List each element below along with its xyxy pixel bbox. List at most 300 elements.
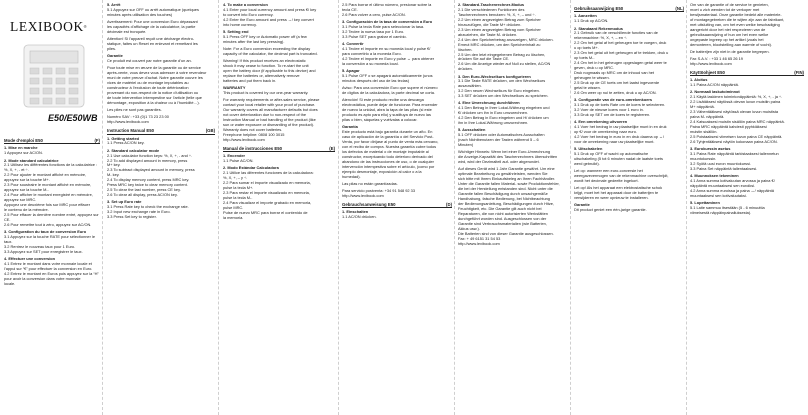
fold-line — [454, 0, 455, 415]
text-line: wird, wird der Dezimalteil auf- oder abgerundet. — [458, 159, 540, 165]
text-line: 5.1 Pulse OFF o se apagará automáticamente (unos — [342, 72, 433, 78]
section-heading: 4. Convertir — [342, 41, 364, 47]
text-line: http://www.lexibook.com — [458, 240, 500, 246]
text-line: constructor, exceptuando todo deterioro derivado del — [342, 153, 433, 159]
text-line: 3.3 Paina Set näppäintä tallentaaksesi. — [690, 165, 758, 171]
text-line: muuntaaksesi sen kotivaluutaksi. — [690, 192, 747, 198]
text-line: con el recibo de compra. Nuestra garantía cubre todos — [342, 143, 437, 149]
text-block — [458, 3, 568, 247]
section-heading: 5. Uitschakelen — [574, 145, 603, 151]
text-line: 2.5 To clear the last number, press CE key. — [107, 187, 181, 193]
text-line: sich bitte mit Ihrem Einkaufsbeleg an Ihren Fachhändler. — [458, 176, 556, 182]
text-line: Wichtiger Hinweis: Wenn bei einer Euro-Umrechnung — [458, 149, 551, 155]
text-line: met uitsluiting van, om het even welke beschadiging — [690, 21, 780, 27]
text-line: Let op: wanneer een euro-conversie het — [574, 167, 643, 173]
text-line: 3.1 Druk op de toets Rate om de koers te selecteren. — [574, 101, 666, 107]
text-line: Unter die Garantie fallen Material- sowie Produktionsfehler, — [458, 181, 560, 187]
text-line: die bei der Herstellung entstanden sind. Nicht unter die — [458, 186, 553, 192]
section-heading: 5. Setting end — [223, 28, 249, 34]
text-line: näppäintä muuntaaksesi sen euroiksi. — [690, 182, 756, 188]
section-heading: Garantie — [107, 53, 123, 59]
section-heading: WARRANTY — [223, 85, 246, 91]
text-line: werd gebruikt). — [574, 160, 600, 166]
text-line: This product is covered by our one-year warranty. — [223, 90, 309, 95]
text-line: 2.1 Use calculator function keys: %, X, +, - and ÷. — [107, 152, 193, 158]
text-line: viimeisestä näppäinpainalluksesta). — [690, 209, 752, 215]
text-line: Om van de garantie of de service te genieten, — [690, 3, 769, 7]
section-title: Gebruiksaanwijzing E50 — [574, 6, 624, 11]
text-block — [223, 3, 335, 143]
section-heading: 3. Eurokurssin asetus — [690, 145, 731, 151]
text-line: 2.5 Druk op de CE toets om het laatst ingevoerde — [574, 79, 660, 85]
text-line: M- key. — [107, 172, 120, 178]
section-heading: 1. Encender — [223, 153, 246, 159]
text-line: 5.1 Laite sammuu itsestään (5 - 6 minuuttia — [690, 204, 765, 210]
text-line: drücken. — [458, 66, 473, 72]
text-line: De batterijen zijn niet in de garantie begrepen. — [690, 48, 770, 54]
text-line: provenant du non-respect de la notice d’utilisation ou — [107, 90, 199, 95]
text-line: pilas o bien, sáquelas y vuélvalas a colocar. — [342, 116, 418, 122]
text-line: 3.3 Pulse SET para grabar el cambio. — [342, 33, 407, 39]
text-line: gebruiksaanwijzing of hun om het even welke — [690, 31, 769, 37]
text-line: auszuwählen. — [458, 83, 482, 89]
section-heading: 2. Standard calculator mode — [107, 147, 160, 153]
text-line: Fax S.A.V. : +33 1 46 65 26 19 — [690, 55, 743, 61]
model-name: E50/E50WB — [48, 113, 98, 123]
text-line: pulse la tecla M+. — [223, 185, 254, 191]
language-tag: (F) — [94, 138, 100, 143]
text-line: 2.2 To add displayed amount in memory, press — [107, 157, 188, 163]
section-bar-spanish — [223, 146, 335, 152]
brand-logo — [10, 19, 88, 34]
column-spanish-german — [342, 3, 452, 412]
text-line: op toets M-. — [574, 55, 595, 61]
text-line: Feuchtigkeit, etc. Die Garantie gilt auch nicht bei — [458, 206, 542, 212]
text-line: 3.2 Den neuen Wechselkurs für Euro eingeben. — [458, 88, 540, 94]
text-line: le contenu de la mémoire. — [4, 207, 49, 213]
text-line: 3.2 Teclee la nueva tasa por 1 Euro. — [342, 28, 405, 34]
text-line: muni de votre preuve d’achat. Notre garantie couvre les — [107, 75, 203, 81]
text-line: verwijderen en weer opnieuw te installeren. — [574, 194, 649, 200]
text-line: les capacités d’affichage de la calculatrice, la partie — [107, 24, 196, 29]
section-heading: 4. Muunnoksen tekeminen — [690, 172, 739, 178]
text-line: 2.3 Para restar el importe visualizado en memoria, — [223, 189, 310, 195]
text-line: 2.2 Pour ajouter le montant affiché en mémoire, — [4, 172, 87, 178]
text-block — [690, 3, 804, 67]
text-block — [342, 210, 452, 220]
text-line: 4.2 Voer het bedrag in euro in en druk daarna op ↔/ — [574, 133, 664, 139]
text-block — [107, 3, 215, 125]
text-line: getal te wissen. — [574, 84, 601, 90]
text-line: drücken Sie auf die Taste CE. — [458, 56, 510, 62]
section-heading: 3. Configuration du taux de conversion Euro — [4, 229, 87, 235]
brand-logo-text: LEXIBOOK — [10, 19, 84, 34]
text-line: Note: For a Euro conversion exceeding the display — [223, 46, 311, 51]
text-line: 2.5 Para borrar el último número, presionar sobre la — [342, 3, 432, 7]
fold-line — [570, 0, 571, 415]
text-line: statique, faites un Reset en enlevant et remettant les — [107, 41, 198, 47]
text-line: 3.2 Voer de nieuwe koers voor 1 euro in. — [574, 106, 644, 112]
section-heading: 1. Aloitus — [690, 77, 708, 83]
text-line: 3.2 Syötä uusi euron muuntokurssi. — [690, 160, 751, 166]
column-french — [4, 3, 100, 412]
text-line: Este producto está bajo garantía durante un año. En — [342, 129, 433, 135]
text-line: bewijsmateriaal. Onze garantie bedekt alle materiele- — [690, 11, 782, 17]
text-line: 2.3 Pour soustraire le montant affiché en mémoire, — [4, 182, 92, 188]
text-line: intervención intempestiva sobre el artículo, (como por — [342, 163, 435, 169]
text-line: 3.3 SET drücken um den Wechselkurs zu speichern. — [458, 93, 549, 99]
text-line: démontage, exposition à la chaleur ou à l’humidité…). — [107, 99, 200, 105]
text-line: 2.1 Käytä laskimen toimintonäppäimiä: %, X, +, - ja ÷. — [690, 94, 783, 100]
text-line: vices de matériel ou de montage imputables au — [107, 80, 189, 86]
section-heading: 3. Configuratie van de euro-omrekenkoers — [574, 97, 653, 103]
text-line: de toute intervention intempestive sur l’article (telle que — [107, 94, 202, 100]
text-line: %, X, +, - et ÷. — [4, 167, 29, 173]
text-line: 3.3 Appuyez sur SET pour enregistrer le taux. — [4, 248, 83, 254]
text-line: muistin sisällön. — [690, 128, 718, 134]
text-line: wordt het decimale gedeelte ingekort. — [574, 177, 639, 183]
text-line: 3.1 Die Taste RATE drücken, um den Wechselkurs — [458, 78, 546, 84]
text-line: 2.6 Pour remettre tout à zéro, appuyez sur AC/ON. — [4, 221, 92, 227]
text-line: l’appui sur “€” pour effectuer la conversion en Euro. — [4, 265, 93, 271]
text-line: appuyez sur la touche M-. — [4, 187, 49, 193]
text-line: minutos después del uso de las teclas) — [342, 77, 410, 83]
column-dutch — [574, 3, 684, 412]
text-line: rekenmachine: %, X, +, – en ÷. — [574, 35, 628, 41]
text-line: 2.6 To clear all display, press AC/ON key. — [107, 192, 178, 198]
text-line: Let op! Als het apparaat een elektrostatische schok — [574, 185, 663, 191]
text-line: paina M- näppäintä. — [690, 114, 725, 120]
text-line: 2.6 Um die Anzeige wieder auf Null zu stellen, AC/ON — [458, 61, 551, 67]
section-heading: Garantie — [574, 202, 590, 208]
section-heading: 5. Arrêt — [107, 3, 121, 7]
text-line: sun or water exposure or dismantling of the product). — [223, 121, 315, 127]
section-title: Gebrauchsanweisung E50 — [342, 201, 396, 207]
text-line: 2.5 Poistaaksesi viimeisen luvun paina CE näppäintä. — [690, 133, 783, 139]
section-bar-english — [107, 128, 215, 134]
fold-line — [686, 0, 687, 415]
section-heading: 5. Apagar — [342, 68, 360, 73]
text-line: ejemplo desmontaje, exposición al calor o a la — [342, 168, 422, 174]
section-heading: 5. Ausschalten — [458, 127, 486, 133]
text-block — [107, 137, 215, 221]
text-line: Minuten) — [458, 142, 474, 148]
text-line: M+ key. — [107, 162, 121, 168]
text-line: 3.2 Input new exchange rate in Euro. — [107, 209, 171, 215]
text-line: http://www.lexibook.com — [690, 60, 732, 66]
text-line: Press MRC key twice to clear memory content. — [107, 182, 188, 188]
registered-mark: ® — [83, 24, 87, 29]
section-heading: 1. Einschalten — [342, 209, 369, 215]
text-line: optimale Bearbeitung zu gewährleisten, wenden Sie — [458, 171, 548, 177]
text-line: 2.3 Um einen angezeigten Betrag vom Speicher — [458, 26, 541, 32]
text-block — [223, 154, 335, 221]
text-line: batteries and put them back in. — [223, 77, 277, 83]
text-line: locale. — [4, 280, 16, 286]
text-line: pulse la tecla M-. — [223, 194, 253, 200]
column-english-spanish — [223, 3, 335, 412]
text-line: not cover deterioration due to non-respect of the — [223, 112, 307, 117]
text-line: Appuyez une deuxième fois sur MRC pour effacer — [4, 202, 90, 208]
text-line: pour avoir la conversion dans votre monnaie — [4, 275, 81, 281]
section-title: Manual de instrucciones E50 — [223, 145, 282, 151]
text-line: pulse MRC. — [223, 204, 244, 210]
text-block — [690, 78, 804, 216]
text-line: 5.1 OFF drücken oder Automatisches Ausschalten — [458, 132, 545, 138]
section-heading: 4. Eine Umrechnung durchführen — [458, 100, 520, 106]
text-line: 2.4 Om het in het geheugen opgeslagen getal weer te — [574, 60, 667, 66]
text-line: weergavevermogen van de rekenmachine overschrijdt, — [574, 172, 669, 178]
section-bar-german — [342, 202, 452, 208]
section-heading: 4. To make a conversion — [223, 3, 268, 7]
text-line: 2.2 Lisätäksesi näytössä olevan luvun muistiin paina — [690, 99, 781, 105]
language-tag: (D) — [446, 201, 452, 207]
text-line: constructeur à l’exclusion de toute détérioration — [107, 85, 189, 91]
text-line: geheugen te wissen. — [574, 75, 610, 81]
text-line: into home currency. — [223, 21, 257, 27]
section-bar-finnish — [690, 70, 804, 76]
text-block — [4, 146, 100, 286]
text-line: 2.4 Pour afficher le montant enregistré en mémoire, — [4, 192, 93, 198]
text-line: 2.3 Vähentääksesi näytössä olevan luvun muistista — [690, 109, 779, 115]
text-line: of montagegebreken die te wijten zijn aan de fabrikant, — [690, 16, 785, 22]
text-line: Numéro SAV : +33 (0)1 73 23 23 00 — [107, 114, 169, 120]
text-line: geven, druk u op MRC. — [574, 65, 615, 71]
section-heading: 3. Set up Euro rate — [107, 199, 142, 205]
text-line: Las pilas no están garantizadas. — [342, 180, 398, 186]
language-tag: (GB) — [205, 128, 215, 134]
text-line: Freephone helpline: 0808 100 3015 — [223, 131, 285, 137]
section-bar-french — [4, 138, 100, 144]
text-line: Our warranty covers all manufacturer defaults but does — [223, 107, 318, 113]
text-line: 1.1 AC/ON drücken. — [342, 214, 377, 220]
section-heading: 2. Standard-Taschenrechner-Modus — [458, 3, 525, 7]
text-line: tecla CE. — [342, 6, 358, 12]
section-title: Instruction Manual E50 — [107, 128, 155, 134]
section-title: Käyttöohjeet E50 — [690, 69, 725, 75]
text-line: 3.2 Rentrez le nouveau taux pour 1 Euro. — [4, 243, 76, 249]
text-line: 1.1 Press AC/ON key. — [107, 140, 145, 146]
text-line: durchgeführt worden sind. Ausgeschlossen von der — [458, 216, 547, 222]
text-line: http://www.lexibook.com — [107, 119, 149, 125]
text-line: 3.3 Druk op SET om de koers te registreren. — [574, 111, 651, 117]
text-line: 5.1 Druk op OFF of wacht op automatische — [574, 150, 649, 156]
text-line: taux. — [4, 238, 13, 244]
fold-line — [338, 0, 339, 415]
text-line: http://www.lexibook.com — [342, 192, 384, 198]
text-line: 2.1 Utilisez les différentes fonctions de la calculatrice : — [4, 162, 98, 168]
text-line: Fax: + 49 6151 31 54 53 — [458, 235, 501, 241]
text-line: 2.4 Um den Speicherbetrag anzuzeigen, MRC drücken. — [458, 36, 554, 42]
text-line: M+ näppäintä. — [690, 104, 715, 110]
text-line: Ce produit est couvert par notre garantie d’un an. — [107, 58, 192, 64]
text-line: minutes après utilisation des touches) — [107, 11, 173, 17]
text-line: 2.2 Um einen angezeigten Betrag zum Speicher — [458, 16, 541, 22]
text-block — [574, 14, 684, 213]
fold-line — [102, 0, 103, 415]
text-line: 2.5 Um den letzt eingegebenen Betrag zu löschen, — [458, 51, 546, 57]
language-tag: (FIN) — [794, 69, 804, 75]
section-heading: 2. Standaard Rekenmodus — [574, 25, 623, 31]
text-line: %, X, +, – y ÷. — [223, 175, 248, 181]
language-tag: (E) — [329, 145, 335, 151]
text-line: 2.1 Die verschiedenen Funktionen des — [458, 6, 525, 12]
column-dutch-finnish — [690, 3, 804, 412]
text-line: moet u zich wenden tot de verkoper met — [690, 6, 760, 12]
section-heading: 1. Mise en marche — [4, 145, 38, 151]
text-line: Instruction Manual or bad handling of the product (like — [223, 116, 316, 122]
section-bar-dutch — [574, 6, 684, 12]
text-line: 3.1 Appuyez sur la touche RATE pour sélectionner le — [4, 233, 95, 239]
text-line: 1.1 Pulse AC/ON. — [223, 158, 254, 164]
text-line: 2.6 Om weer op nul te zetten, druk u op AC/ON. — [574, 89, 657, 95]
section-heading: 2. Normaali laskutoiminnot — [690, 89, 740, 95]
section-heading: 2. Modo Estándar Calculadora — [223, 165, 279, 171]
text-line: 2.6 Para volver a cero, pulse AC/ON. — [342, 11, 406, 17]
text-line: demonteren, blootstelling aan warmte of vocht). — [690, 41, 772, 47]
text-line: 2.4 To display memory content, press MRC key. — [107, 177, 190, 183]
section-heading: 1. Getting started — [107, 135, 139, 141]
text-line: 5.1 Appuyez sur OFF ou arrêt automatique (quelques — [107, 6, 199, 12]
cover-area — [4, 3, 100, 135]
text-line: 4.2 Teclee el importe en Euro y pulse ↔ para obtener — [342, 55, 435, 61]
text-line: Atención! Si este producto recibe una descarga — [342, 97, 424, 103]
section-heading: 3. Configuración de la tasa de conversión a Euro — [342, 19, 433, 25]
text-line: 1 Appuyez sur AC/ON. — [4, 150, 43, 156]
text-line: 2.4 Para visualizar el importe grabado en memoria, — [223, 199, 312, 205]
text-block — [342, 3, 452, 199]
text-line: minutes after the last key pressing). — [223, 38, 285, 44]
text-line: 4.2 Entrez le montant en Euros puis appuyez sur la “H” — [4, 270, 99, 276]
text-line: la conversión a su moneda local. — [342, 60, 399, 66]
section-heading: 5. Lopettaminen — [690, 199, 720, 205]
section-heading: Garantía — [342, 124, 358, 130]
text-line: aangericht door het niet respecteren van de — [690, 26, 766, 32]
text-line: krijgt, moet het het apparaat door de batterijen te — [574, 189, 659, 195]
text-line: 2.2 Para sumar el importe visualizado en memoria, — [223, 180, 311, 186]
text-line: Garantie sind Verbrauchsmaterialien (wie Batterien, — [458, 220, 547, 226]
text-line: Paina MRC näppäintä kahdesti pyyhkiäksesi — [690, 123, 767, 129]
text-line: Garantie fallen Beschädigung durch unsachgemäße — [458, 191, 548, 197]
text-line: uitschakeling (5 tot 6 minuten nadat de laatste toets — [574, 155, 663, 161]
text-line: Avertissement: Pour une conversion Euro dépassant — [107, 19, 198, 25]
text-line: op €/ voor de omrekening naar euro. — [574, 128, 637, 134]
text-line: Die Batterien sind von dieser Garantie ausgeschlossen. — [458, 230, 554, 236]
text-line: Pour toute mise en œuvre de la garantie ou de service — [107, 65, 201, 71]
text-line: 2.1 Utilice las diferentes funciones de la calculadora: — [223, 170, 314, 176]
text-line: humedad). — [342, 173, 361, 179]
text-line: 4.1 Entrez le montant dans votre monnaie locale et — [4, 260, 92, 266]
text-line: Taschenrechners benutzen: %, X, +, – und ÷. — [458, 11, 536, 17]
text-line: décimale est tronquée. — [107, 28, 147, 34]
text-line: ongepaste ingreep op het artikel (zoals het — [690, 36, 764, 42]
text-line: 2.3 Om het getal uit het geheugen af te trekken, druk u — [574, 50, 669, 56]
text-line: u op toets M+. — [574, 45, 599, 51]
text-line: electrostática, puede dejar de funcionar. Para encender — [342, 102, 438, 108]
text-line: hinzuzufügen, die Taste M+ drücken. — [458, 21, 522, 27]
text-line: Warranty does not cover batteries. — [223, 126, 283, 132]
text-line: abzuziehen, die Taste M- drücken. — [458, 31, 518, 37]
text-line: Auf dieses Gerät wird 1 Jahr Garantie gewährt. Um eine — [458, 166, 555, 172]
text-line: los defectos de material o de montaje imputable al — [342, 148, 429, 154]
text-line: 4.1 Enter your local currency amount and press €/ key — [223, 6, 317, 12]
section-heading: 3. Den Euro-Wechselkurs konfigurieren — [458, 73, 531, 79]
text-line: voor de omrekening naar uw plaatselijke munt. — [574, 138, 655, 144]
text-line: 4.1 Den Betrag in Ihrer Lokal-Währung eingeben und — [458, 105, 550, 111]
text-line: Venta, por favor diríjase al punto de venta más cercano, — [342, 138, 439, 144]
text-line: 3.1 Pulse la tecla Rate para seleccionar la tasa. — [342, 24, 425, 29]
text-line: 1.1 Druk op AC/ON. — [574, 18, 609, 24]
text-line: 2.3 To subtract displayed amount in memory, press — [107, 167, 195, 173]
text-line: 2.6 Tyhjentääksesi näytön kokonaan paina AC/ON. — [690, 138, 778, 144]
section-heading: 4. Een omrekening uitvoeren — [574, 119, 628, 125]
text-line: piles. — [107, 46, 117, 51]
fold-line — [218, 0, 219, 415]
text-line: 1.1 Paina AC/ON näppäintä. — [690, 82, 739, 88]
text-line: para convertirlo a la moneda Euro. — [342, 50, 402, 56]
text-line: 4.2 Den Betrag in Euro eingeben und H/ drücken um — [458, 115, 549, 121]
text-line: la memoria. — [223, 214, 244, 220]
text-line: Erneut MRC drücken, um den Speicherinhalt zu — [458, 41, 541, 47]
text-line: Handhabung, falsche Bedienung, bei Nichtbeachtung — [458, 196, 550, 202]
text-line: löschen. — [458, 46, 473, 52]
text-line: Reparaturen, die von nicht autorisierten Werkstätten — [458, 211, 548, 217]
text-line: CE. — [4, 216, 11, 222]
text-line: die Anzeige-Kapazität des Taschenrechners überschritten — [458, 154, 558, 160]
text-line: capacity of the calculator, the decimal part is truncated. — [223, 50, 318, 56]
text-line: 4.1 Anna summa kotivaluutan arvossa ja paina €/ — [690, 177, 775, 183]
text-line: appuyez sur la touche M+. — [4, 177, 50, 183]
text-line: €/ drücken um ihn in Euro umzurechnen. — [458, 110, 529, 116]
text-line: 3.1 Press Rate key to check the exchange rate. — [107, 204, 189, 210]
text-line: muuntokurssin. — [690, 155, 717, 161]
text-line: ihn in Ihre Lokal-Währung umzurechnen. — [458, 120, 529, 126]
text-line: caso de aplicación de la garantía o del Servicio Post- — [342, 134, 434, 139]
section-title: Mode d’emploi E50 — [4, 138, 43, 143]
text-line: après-vente, vous devez vous adresser à votre revendeur — [107, 70, 207, 76]
text-line: open the battery door (if applicable to this device) and — [223, 68, 316, 73]
section-heading: 1. Aanzetten — [574, 13, 597, 19]
text-line: Pulse de nuevo MRC para borrar el contenido de — [223, 209, 308, 215]
calculator-illustration — [16, 43, 92, 109]
text-line: der Bedienungsanleitung, Beschädigungen durch Hitze, — [458, 201, 555, 207]
text-line: 4.1 Voer het bedrag in uw plaatselijke munt in en druk — [574, 123, 667, 129]
text-line: 2.2 Om het getal af het geheugen toe te voegen, druk — [574, 40, 667, 46]
text-line: Warning! If this product receives an electrostatic — [223, 58, 306, 64]
text-line: to convert into Euro currency. — [223, 11, 274, 17]
text-line: 3.3 Press Set key to register. — [107, 214, 157, 220]
text-line: (nach Nichtbenutzen der Tasten während 5 – 6 — [458, 137, 539, 143]
text-line: 4.2 Enter the Euro amount and press →/ key convert — [223, 16, 314, 22]
section-heading: 4. Effectuer une conversion — [4, 255, 56, 261]
text-line: abandono de las instrucciones de uso, o de cualquier — [342, 158, 434, 164]
text-line: 2.5 Pour effacer la dernière nombre entré, appuyez sur — [4, 211, 99, 217]
text-line: 2.1 Gebruik van de verschillende functies van de — [574, 30, 658, 36]
text-line: Druk nogmaals op MRC om de inhoud van het — [574, 70, 655, 76]
text-line: http://www.lexibook.com — [223, 136, 265, 142]
text-line: 3.1 Paina Rate näppäintä tarkistaaksesi tallennetun — [690, 150, 779, 156]
column-german — [458, 3, 568, 412]
text-line: contact your local retailer with your proof of purchase. — [223, 102, 316, 108]
text-line: de nuevo la unidad, abra la tapa de las pilas (si este — [342, 107, 432, 113]
text-line: shock it may cease to function. To re-start the unit — [223, 63, 309, 69]
text-line: 2.4 Katsoaksesi muistin sisällön paina MRC näppäintä. — [690, 119, 785, 125]
text-line: Attention! Si l’appareil reçoit une décharge électro- — [107, 36, 195, 42]
text-line: appuyez sur MRC. — [4, 197, 37, 203]
text-line: Para servicio postventa: +34 91 548 92 33 — [342, 187, 415, 193]
text-line: Akkus usw.). — [458, 225, 480, 231]
text-line: Dit product geniet een één-jarige garantie. — [574, 207, 647, 213]
